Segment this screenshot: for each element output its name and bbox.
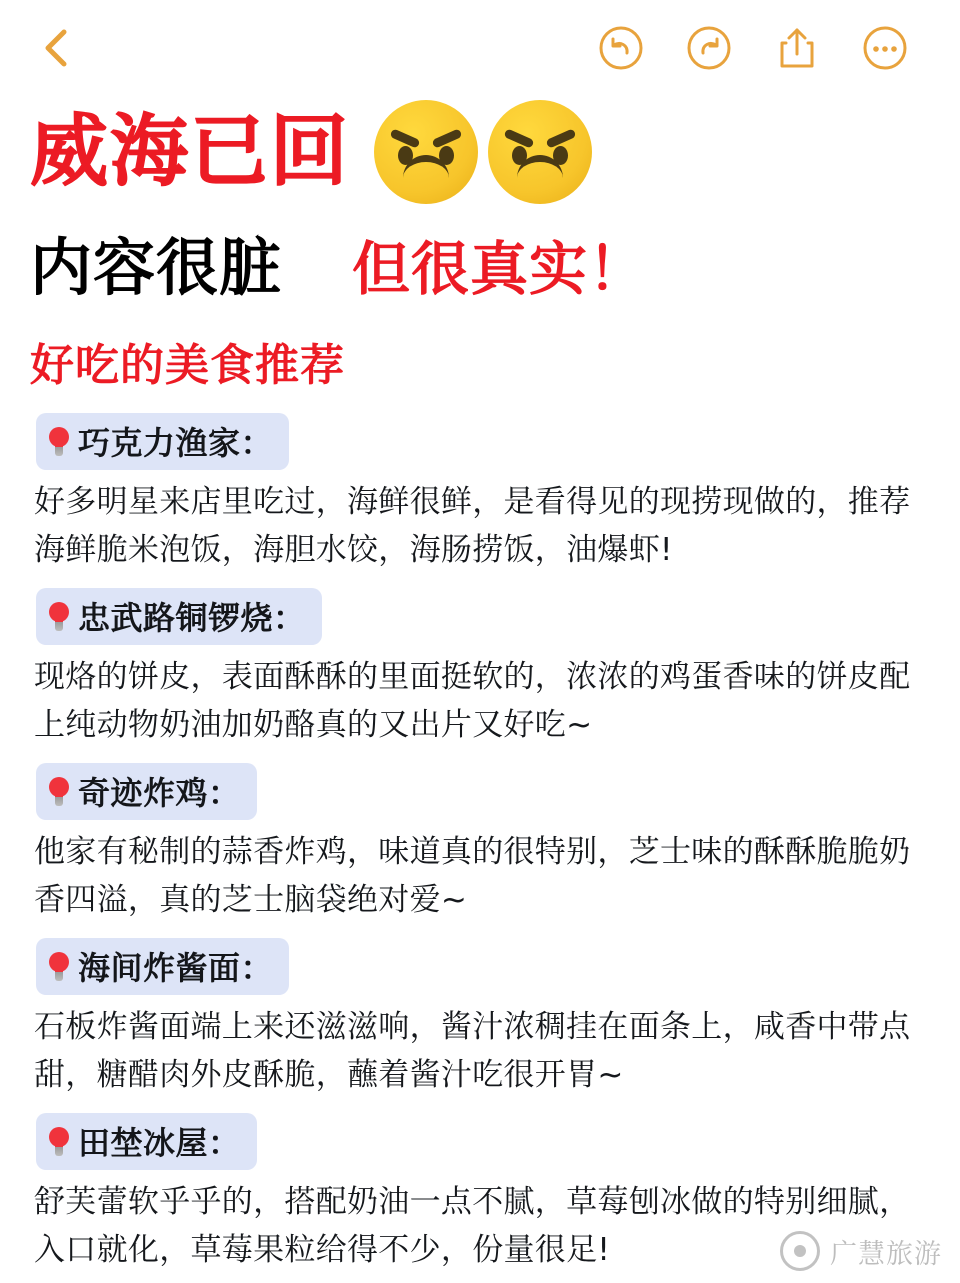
list-item	[30, 753, 930, 924]
top-action-group	[598, 25, 926, 71]
location-pin-icon	[46, 1126, 72, 1156]
item-body: 现烙的饼皮，表面酥酥的里面挺软的，浓浓的鸡蛋香味的饼皮配上纯动物奶油加奶酪真的又出片又好吃~	[34, 659, 911, 744]
list-item	[30, 403, 930, 574]
item-body: 石板炸酱面端上来还滋滋响，酱汁浓稠挂在面条上，咸香中带点甜，糖醋肉外皮酥脆，蘸着酱汁吃很开胃~	[34, 1009, 911, 1094]
subheadline-black: 内容很脏	[30, 231, 283, 304]
more-icon	[862, 25, 908, 71]
item-title: 奇迹炸鸡：	[78, 774, 241, 813]
watermark-text: 广慧旅游	[830, 1238, 942, 1270]
subheadline-row	[30, 218, 930, 307]
item-title-tag	[36, 1113, 257, 1170]
angry-face-emoji	[374, 100, 478, 204]
list-item	[30, 578, 930, 749]
item-body: 舒芙蕾软乎乎的，搭配奶油一点不腻，草莓刨冰做的特别细腻，入口就化，草莓果粒给得不少，份量很足!	[34, 1184, 911, 1269]
item-title: 忠武路铜锣烧：	[78, 599, 306, 638]
more-options-button[interactable]	[862, 25, 908, 71]
location-pin-icon	[46, 601, 72, 631]
location-pin-icon	[46, 951, 72, 981]
item-title-tag	[36, 763, 257, 820]
share-icon	[776, 25, 818, 71]
chevron-left-icon	[38, 26, 74, 70]
item-body: 他家有秘制的蒜香炸鸡，味道真的很特别，芝士味的酥酥脆脆奶香四溢，真的芝士脑袋绝对爱~	[34, 834, 911, 919]
item-title: 海间炸酱面：	[78, 949, 274, 988]
section-title: 好吃的美食推荐	[30, 340, 345, 391]
back-button[interactable]	[34, 26, 78, 70]
list-item	[30, 928, 930, 1099]
item-title: 巧克力渔家：	[78, 424, 274, 462]
undo-button[interactable]	[598, 25, 644, 71]
page-title: 威海已回	[30, 107, 351, 197]
list-item	[30, 1103, 930, 1274]
item-title: 田埜冰屋：	[78, 1124, 241, 1163]
top-navigation-bar	[0, 0, 960, 96]
item-title-tag	[36, 413, 289, 470]
post-content	[0, 100, 960, 1274]
share-button[interactable]	[774, 25, 820, 71]
headline-row	[30, 100, 930, 204]
emoji-pair	[374, 100, 592, 204]
item-body: 好多明星来店里吃过，海鲜很鲜，是看得见的现捞现做的，推荐海鲜脆米泡饭，海胆水饺，海肠捞饭，油爆虾!	[34, 484, 911, 569]
undo-icon	[598, 25, 644, 71]
redo-button[interactable]	[686, 25, 732, 71]
location-pin-icon	[46, 776, 72, 806]
item-title-tag	[36, 588, 322, 645]
item-title-tag	[36, 938, 289, 995]
redo-icon	[686, 25, 732, 71]
subheadline-red: 但很真实！	[352, 235, 648, 303]
location-pin-icon	[46, 426, 72, 456]
angry-face-emoji	[488, 100, 592, 204]
